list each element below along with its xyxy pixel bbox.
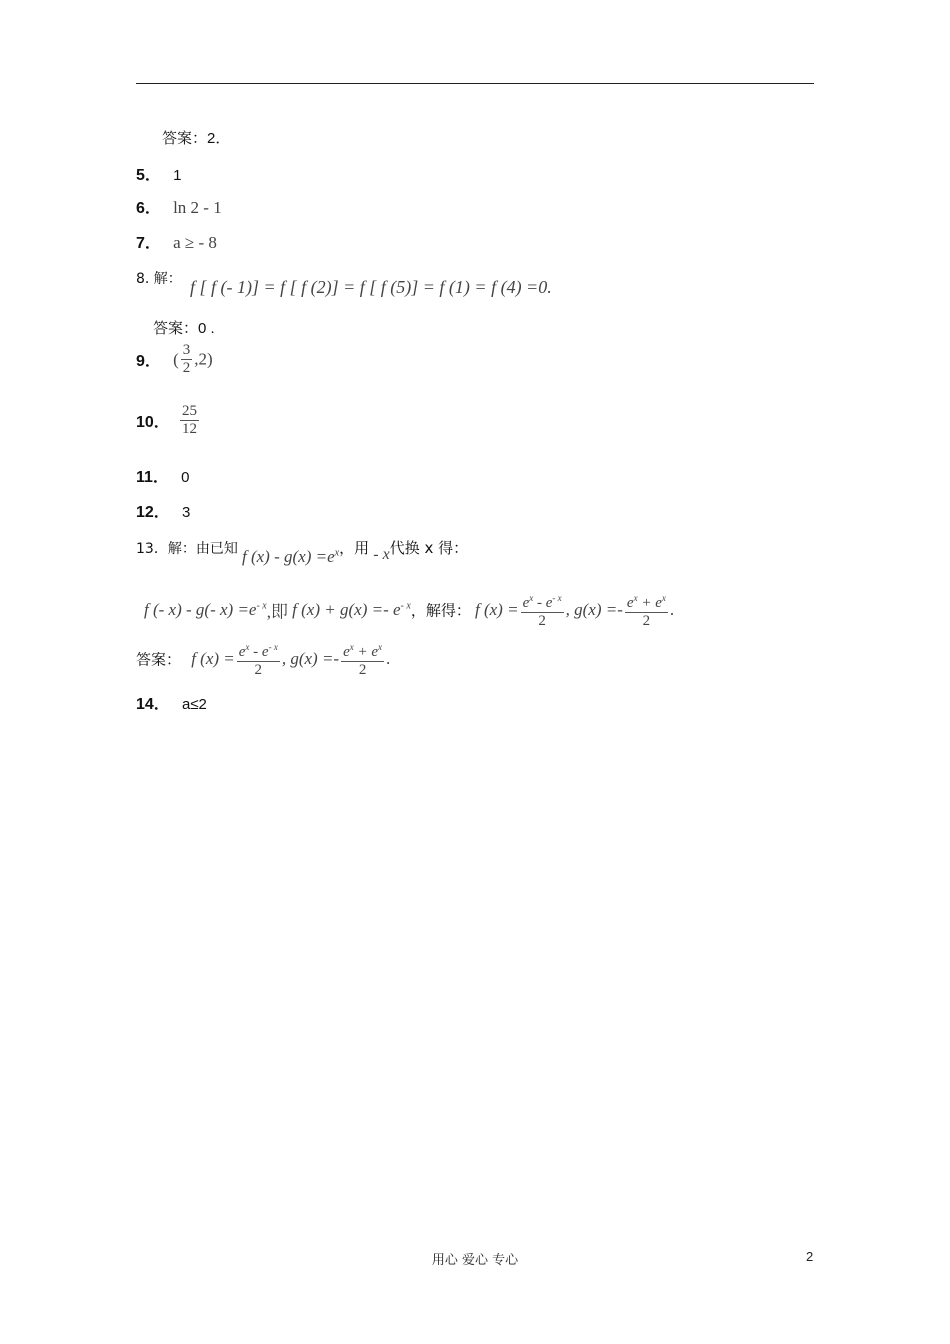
fraction-f xyxy=(521,590,564,630)
g-equals: , g(x) =- xyxy=(281,649,340,668)
denominator: 2 xyxy=(254,662,263,678)
comma-use-text: ，用 xyxy=(339,539,370,557)
denominator: 2 xyxy=(538,613,546,629)
item-6 xyxy=(136,195,222,218)
item-number: 9． xyxy=(136,353,161,370)
denominator: 2 xyxy=(182,360,191,376)
page-footer: 用心 爱心 专心 xyxy=(431,1253,519,1268)
neg-x: - x xyxy=(373,546,390,563)
open-paren: ( xyxy=(173,349,179,369)
numerator: $e^x + e^x$ xyxy=(625,590,668,613)
fraction-g xyxy=(341,639,384,679)
item-answer: 0 xyxy=(181,469,190,486)
item-5 xyxy=(136,162,181,185)
fraction-g xyxy=(625,590,668,630)
answer-2-line xyxy=(162,127,230,148)
fraction xyxy=(180,403,199,438)
item-7 xyxy=(136,230,217,253)
answer-label: 答案： xyxy=(162,129,208,147)
item-12 xyxy=(136,499,190,522)
numerator: 25 xyxy=(181,403,197,419)
item-13-derivation xyxy=(144,590,674,630)
denominator: 2 xyxy=(358,662,367,678)
item-number: 10． xyxy=(136,414,170,431)
item-answer: a≤2 xyxy=(181,696,207,713)
item-number: 14． xyxy=(136,696,170,713)
equation-neg: f (- x) - g(- $x) =e^{- x}$ xyxy=(144,600,267,619)
substitute-text: 代换 x 得： xyxy=(389,539,469,557)
numerator: 3 xyxy=(182,342,191,358)
answer-label: 答案： xyxy=(153,319,199,337)
item-label: 8. 解： xyxy=(136,271,182,287)
header-rule xyxy=(136,83,814,84)
item-14 xyxy=(136,691,207,714)
item-10 xyxy=(136,403,201,438)
solve-text: ，解得： xyxy=(410,601,471,620)
intro-text: 13．解：由已知 xyxy=(136,541,238,557)
answer-label: 答案： xyxy=(136,650,182,669)
math-expression: f [ f (- 1)] = f [ f (2)] = f [ f (5)] = f (1) = f (4) =0. xyxy=(190,277,552,297)
item-9 xyxy=(136,342,213,377)
given-equation: f $(x) - g(x) =e^x$ xyxy=(242,547,340,566)
fraction-f xyxy=(237,639,280,679)
item-11 xyxy=(136,464,189,487)
item-8-label xyxy=(136,268,182,288)
item-answer: 3 xyxy=(181,504,191,521)
numerator: $e^x - e^{- x}$ xyxy=(237,639,280,662)
item-13-intro xyxy=(136,537,469,566)
item-answer: 1 xyxy=(173,167,182,184)
f-equals: f (x) = xyxy=(475,600,519,619)
item-8-expression xyxy=(190,277,552,298)
answer-value: 2． xyxy=(207,130,231,147)
end-period: . xyxy=(669,600,675,619)
g-equals: , g(x) =- xyxy=(565,600,623,619)
page-number: 2 xyxy=(806,1249,814,1264)
item-13-answer xyxy=(136,639,390,679)
item-answer: a ≥ - 8 xyxy=(173,233,217,252)
answer-value: 0 . xyxy=(198,320,215,337)
numerator: $e^x + e^x$ xyxy=(341,639,384,662)
numerator: $e^x - e^{- x}$ xyxy=(521,590,564,613)
equation-sum: f $(x) + g(x) =- e^{- x}$ xyxy=(292,600,411,619)
item-number: 6． xyxy=(136,200,161,217)
item-number: 11． xyxy=(136,469,169,486)
interval-rest: ,2) xyxy=(194,349,213,369)
item-answer: ln 2 - 1 xyxy=(173,198,222,217)
ji-text: ,即 xyxy=(266,602,288,622)
denominator: 2 xyxy=(642,613,651,629)
f-equals: f (x) = xyxy=(191,649,235,668)
item-8-answer xyxy=(153,317,215,338)
item-number: 5． xyxy=(136,167,161,184)
item-number: 7． xyxy=(136,235,161,252)
item-number: 12． xyxy=(136,504,170,521)
denominator: 12 xyxy=(181,421,197,437)
fraction xyxy=(181,342,193,377)
end-period: . xyxy=(386,649,391,668)
